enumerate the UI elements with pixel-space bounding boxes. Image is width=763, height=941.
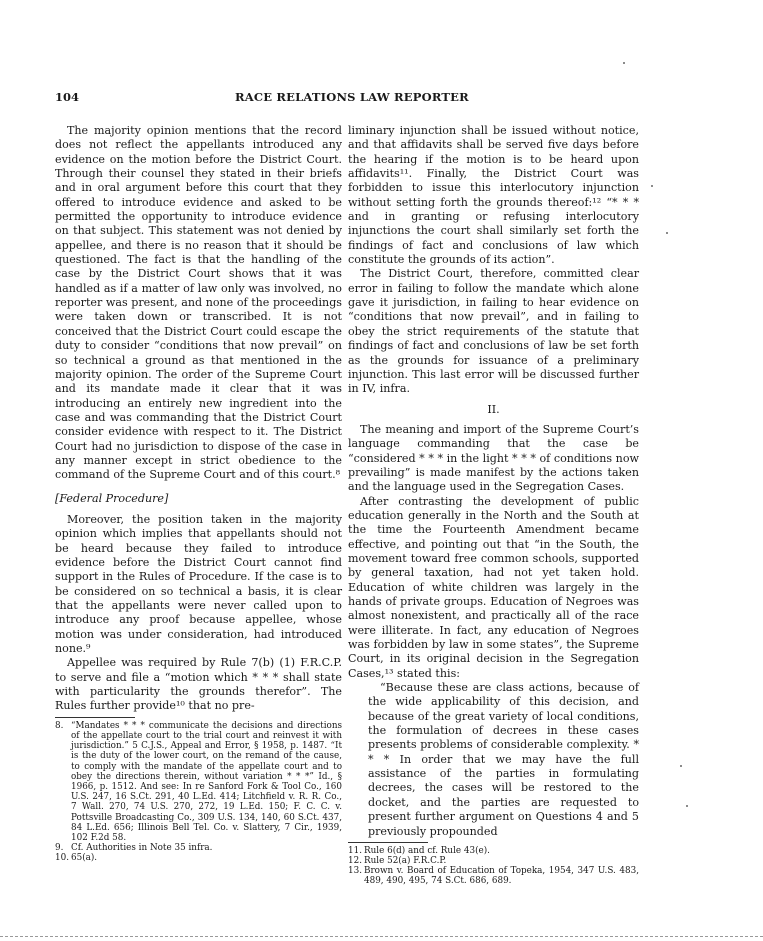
scan-speck <box>680 765 682 767</box>
footnote <box>55 853 342 863</box>
scan-speck <box>623 62 625 64</box>
footnote-text: Rule 52(a) F.R.C.P. <box>364 856 447 867</box>
footnote <box>348 856 639 866</box>
right-paragraph-4: After contrasting the development of public education generally in the North and the South at the time the Fourteenth Amendment became effective, and pointing out that “in the South, the movement toward free common schools, supported by general taxation, had not yet taken hold. Education of white children was largely in the hands of private groups. Education of Negroes was almost nonexistent, and practically all of the race were illiterate. In fact, any education of Negroes was forbidden by law in some states”, the Supreme Court, in its original decision in the Segregation Cases,¹³ stated this: <box>348 494 639 680</box>
right-footnotes <box>348 846 639 887</box>
scan-speck <box>666 232 668 234</box>
scan-speck <box>651 185 653 187</box>
left-paragraph-2: Moreover, the position taken in the majority opinion which implies that appellants should not be heard because they failed to introduce evidence before the District Court cannot find support in the Rules of Procedure. If the case is to be considered on so technical a basis, it is clear that the appellants were never called upon to introduce any proof because appellee, whose motion was under consideration, had introduced none.⁹ <box>55 512 342 656</box>
block-quote <box>368 681 639 839</box>
page-header <box>55 90 708 108</box>
left-footnotes <box>55 721 342 864</box>
right-paragraph-3: The meaning and import of the Supreme Court’s language commanding that the case be “considered * * * in the light * * * of conditions now prevailing” is made manifest by the actions taken and the language used in the Segregation Cases. <box>348 422 639 494</box>
scan-edge <box>0 936 763 937</box>
section-number: II. <box>487 402 500 416</box>
footnote <box>348 866 639 886</box>
left-column <box>55 124 342 864</box>
left-paragraph-3: Appellee was required by Rule 7(b) (1) F.R.C.P. to serve and file a “motion which * * * shall state with particularity the grounds therefor”. The Rules further provide¹⁰ that no pre- <box>55 656 342 713</box>
footnote-divider <box>55 717 135 718</box>
footnote-number: 9. <box>55 843 64 854</box>
footnote-number: 8. <box>55 720 64 731</box>
footnote-divider <box>348 842 428 843</box>
right-column <box>348 124 639 887</box>
footnote <box>55 843 342 853</box>
section-heading-federal-procedure: [Federal Procedure] <box>55 491 169 505</box>
footnote-number: 12. <box>348 856 362 867</box>
footnote-text: Brown v. Board of Education of Topeka, 1954, 347 U.S. 483, 489, 490, 495, 74 S.Ct. 686, 689. <box>364 866 639 887</box>
scan-speck <box>686 805 688 807</box>
right-paragraph-2: The District Court, therefore, committed clear error in failing to follow the mandate which alone gave it jurisdiction, in failing to hear evidence on “conditions that now prevail”, and in failing to obey the strict requirements of the statute that findings of fact and conclusions of law be set forth as the grounds for issuance of a preliminary injunction. This last error will be discussed further in IV, infra. <box>348 267 639 396</box>
running-head: RACE RELATIONS LAW REPORTER <box>235 90 469 104</box>
footnote-text: 65(a). <box>71 853 98 864</box>
footnote <box>348 846 639 856</box>
left-paragraph-1: The majority opinion mentions that the record does not reflect the appellants introduced any evidence on the motion before the District Court. Through their counsel they stated in their briefs and in oral argument before this court that they offered to introduce evidence and asked to be permitted the opportunity to introduce evidence on that subject. This statement was not denied by appellee, and there is no reason that it should be questioned. The fact is that the handling of the case by the District Court shows that it was handled as if a matter of law only was involved, no reporter was present, and none of the proceedings were taken down or transcribed. It is not conceived that the District Court could escape the duty to consider “conditions that now prevail” on so technical a ground as that mentioned in the majority opinion. The order of the Supreme Court and its mandate made it clear that it was introducing an entirely new ingredient into the case and was commanding that the District Court consider evidence with respect to it. The District Court had no jurisdiction to dispose of the case in any manner except in strict obedience to the command of the Supreme Court and of this court.⁸ <box>55 124 342 482</box>
footnote-text: “Mandates * * * communicate the decisions and directions of the appellate court to the trial court and reinvest it with jurisdiction.” 5 C.J.S., Appeal and Error, § 1958, p. 1487. “It is the duty of the lower court, on the remand of the cause, to comply with the mandate of the appellate court and to obey the directions therein, without variation * * *” Id., § 1966, p. 1512. And see: In re Sanford Fork & Tool Co., 160 U.S. 247, 16 S.Ct. 291, 40 L.Ed. 414; Litchfield v. R. R. Co., 7 Wall. 270, 74 U.S. 270, 272, 19 L.Ed. 150; F. C. C. v. Pottsville Broadcasting Co., 309 U.S. 134, 140, 60 S.Ct. 437, 84 L.Ed. 656; Illinois Bell Tel. Co. v. Slattery, 7 Cir., 1939, 102 F.2d 58. <box>71 720 342 843</box>
footnote-number: 11. <box>348 845 362 856</box>
footnote-text: Cf. Authorities in Note 35 infra. <box>71 843 213 854</box>
footnote-text: Rule 6(d) and cf. Rule 43(e). <box>364 845 490 856</box>
footnote <box>55 721 342 843</box>
page-number: 104 <box>55 90 80 104</box>
right-paragraph-1: liminary injunction shall be issued without notice, and that affidavits shall be served five days before the hearing if the motion is to be heard upon affidavits¹¹. Finally, the District Court was forbidden to issue this interlocutory injunction without setting forth the grounds thereof:¹² “* * * and in granting or refusing interlocutory injunctions the court shall similarly set forth the findings of fact and conclusions of law which constitute the grounds of its action”. <box>348 124 639 267</box>
footnote-number: 13. <box>348 866 362 877</box>
quote-text: “Because these are class actions, because of the wide applicability of this decision, and because of the great variety of local conditions, the formulation of decrees in these cases presents problems of considerable complexity. * * * In order that we may have the full assistance of the parties in formulating decrees, the cases will be restored to the docket, and the parties are requested to present further argument on Questions 4 and 5 previously propounded <box>368 681 639 838</box>
footnote-number: 10. <box>55 853 69 864</box>
